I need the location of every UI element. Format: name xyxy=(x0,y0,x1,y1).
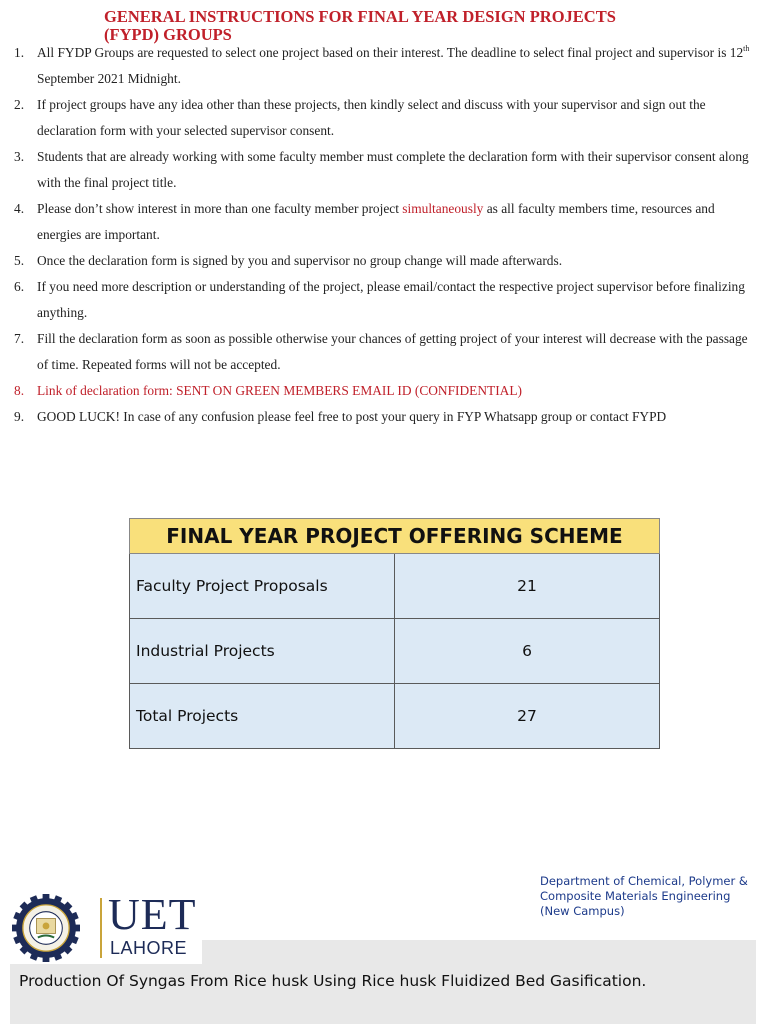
highlight-text: simultaneously xyxy=(402,201,484,216)
instruction-item: 4. Please don’t show interest in more than one faculty member project simultaneously as all faculty members time, resources and energies are important. xyxy=(14,201,715,242)
logo-subtext: LAHORE xyxy=(110,938,188,958)
logo-text: UET xyxy=(108,890,197,939)
department-name: Department of Chemical, Polymer & Composite Materials Engineering (New Campus) xyxy=(540,874,748,918)
row-value: 6 xyxy=(395,619,660,684)
offering-scheme-table xyxy=(129,518,660,749)
project-title: Production Of Syngas From Rice husk Using Rice husk Fluidized Bed Gasification. xyxy=(19,972,647,990)
row-value: 21 xyxy=(395,554,660,619)
table-row xyxy=(130,619,660,684)
row-label: Total Projects xyxy=(130,684,395,749)
instruction-item: 3. Students that are already working with some faculty member must complete the declaration form with their supervisor consent along with the final project title. xyxy=(14,149,749,190)
uet-logo xyxy=(10,890,202,964)
scheme-title: FINAL YEAR PROJECT OFFERING SCHEME xyxy=(130,519,660,554)
row-label: Industrial Projects xyxy=(130,619,395,684)
table-row xyxy=(130,684,660,749)
instruction-item: 1. All FYDP Groups are requested to select one project based on their interest. The deadline to select final project and supervisor is 12th September 2021 Midnight. xyxy=(14,44,750,86)
instruction-item: 2. If project groups have any idea other than these projects, then kindly select and discuss with your supervisor and sign out the declaration form with your selected supervisor consent. xyxy=(14,97,706,138)
logo-divider xyxy=(100,898,102,958)
table-row xyxy=(130,554,660,619)
instruction-item: 7. Fill the declaration form as soon as possible otherwise your chances of getting project of your interest will decrease with the passage of time. Repeated forms will not be accepted. xyxy=(14,331,748,372)
instruction-item: 5. Once the declaration form is signed by you and supervisor no group change will made afterwards. xyxy=(14,253,563,268)
row-value: 27 xyxy=(395,684,660,749)
uet-seal-icon xyxy=(12,894,80,962)
document-title: GENERAL INSTRUCTIONS FOR FINAL YEAR DESIGN PROJECTS (FYPD) GROUPS xyxy=(104,7,616,44)
instruction-item: 6. If you need more description or understanding of the project, please email/contact the respective project supervisor before finalizing anything. xyxy=(14,279,745,320)
row-label: Faculty Project Proposals xyxy=(130,554,395,619)
instructions-list xyxy=(0,40,768,430)
instruction-item-declaration-link: 8. Link of declaration form: SENT ON GREEN MEMBERS EMAIL ID (CONFIDENTIAL) xyxy=(14,383,522,398)
instruction-item: 9. GOOD LUCK! In case of any confusion please feel free to post your query in FYP Whatsapp group or contact FYPD xyxy=(14,409,667,424)
